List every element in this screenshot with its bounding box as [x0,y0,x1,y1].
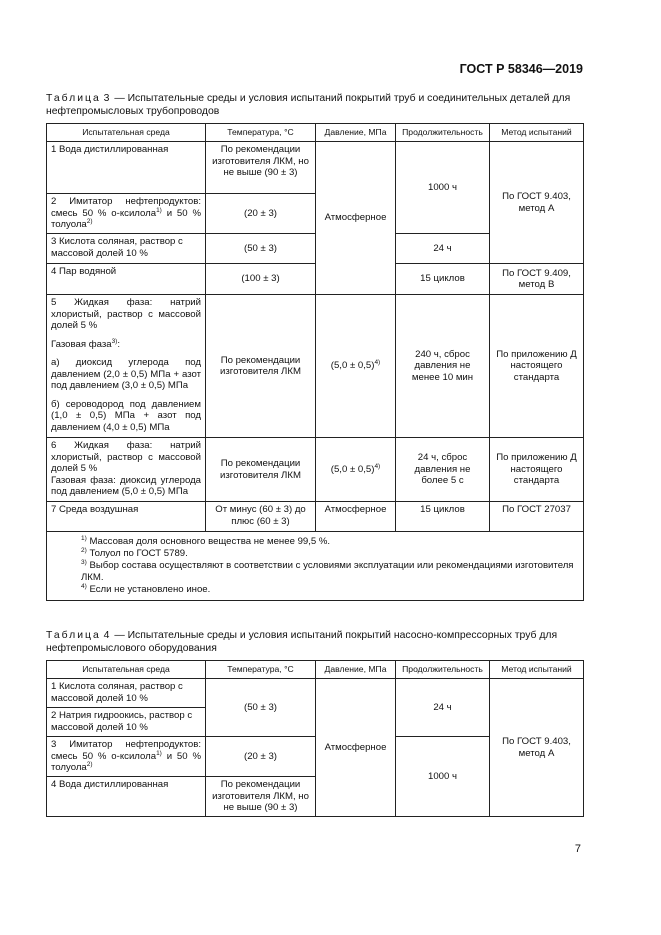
footnote-mark: 1) [81,534,87,542]
caption-title: — Испытательные среды и условия испытаний покрытий насосно-компрессорных труб для нефтепромыслового оборудования [46,630,558,654]
env-paragraph: Газовая фаза: диоксид углерода под давлением (5,0 ± 0,5) МПа [51,474,201,497]
cell-environment [47,438,206,502]
cell-temperature: (20 ± 3) [206,194,316,234]
env-paragraph: а) диоксид углерода под давлением (2,0 ± 0,5) МПа + азот под давлением (3,0 ± 0,5) МПа [51,357,201,391]
cell-duration: 1000 ч [396,142,490,234]
document-id: ГОСТ Р 58346—2019 [459,62,583,76]
column-header: Температура, °С [206,661,316,679]
footnote [81,584,575,596]
env-paragraph: б) сероводород под давлением (1,0 ± 0,5) МПа + азот под давлением (4,0 ± 0,5) МПа [51,398,201,433]
cell-temperature: По рекомендации изготовителя ЛКМ, но не выше (90 ± 3) [206,142,316,194]
caption-label: Таблица [46,630,101,641]
cell-duration: 15 циклов [396,264,490,295]
caption-number: 3 [103,93,112,104]
cell-environment [47,737,206,777]
column-header: Испытательная среда [47,661,206,679]
cell-environment: 1 Вода дистиллированная [47,142,206,194]
column-header: Продолжительность [396,124,490,142]
env-paragraph [51,339,201,351]
footnote-text: Толуол по ГОСТ 5789. [89,548,188,559]
cell-method: По приложению Д настоящего стандарта [490,295,584,438]
env-text: : [117,338,121,350]
pressure-value: (5,0 ± 0,5) [330,463,375,475]
table-header-row [47,124,584,142]
footnote-mark: 3) [111,337,118,345]
footnote [81,536,575,548]
footnote-text: Если не установлено иное. [89,584,211,595]
table-row [47,295,584,438]
footnote [81,548,575,560]
table-3-caption [46,92,580,118]
table-3 [46,123,584,601]
caption-label: Таблица [46,93,101,104]
table-4 [46,660,584,817]
cell-temperature: По рекомендации изготовителя ЛКМ, но не выше (90 ± 3) [206,777,316,817]
cell-temperature: По рекомендации изготовителя ЛКМ [206,295,316,438]
table-row [47,679,584,708]
cell-duration: 24 ч [396,679,490,737]
footnote-text: Выбор состава осуществляют в соответствии с условиями эксплуатации или рекомендациями изготовителя ЛКМ. [81,560,574,583]
column-header: Метод испытаний [490,124,584,142]
cell-environment: 4 Пар водяной [47,264,206,295]
caption-number: 4 [103,630,112,641]
cell-temperature: (100 ± 3) [206,264,316,295]
cell-temperature: (50 ± 3) [206,234,316,264]
cell-environment: 1 Кислота соляная, раствор с массовой долей 10 % [47,679,206,708]
footnote-mark: 1) [156,206,162,214]
column-header: Метод испытаний [490,661,584,679]
cell-method: По ГОСТ 9.403, метод А [490,679,584,817]
footnote [81,560,575,584]
cell-duration: 240 ч, сброс давления не менее 10 мин [396,295,490,438]
cell-duration: 24 ч [396,234,490,264]
env-text: и 50 % толуола [51,207,201,230]
table-row [47,502,584,532]
cell-duration: 1000 ч [396,737,490,817]
cell-environment: 7 Среда воздушная [47,502,206,532]
footnote-mark: 4) [374,462,381,470]
cell-environment: 4 Вода дистиллированная [47,777,206,817]
cell-pressure: Атмосферное [316,142,396,295]
cell-temperature: (20 ± 3) [206,737,316,777]
footnote-mark: 4) [374,359,381,367]
env-text: 3 Имитатор нефтепродуктов: смесь 50 % о-ксилола [51,739,201,762]
table-row [47,264,584,295]
table-row [47,438,584,502]
table-notes [47,532,584,601]
footnote-mark: 3) [81,558,87,566]
caption-title: — Испытательные среды и условия испытаний покрытий труб и соединительных деталей для нефтепромысловых трубопроводов [46,93,571,117]
column-header: Продолжительность [396,661,490,679]
cell-method: По приложению Д настоящего стандарта [490,438,584,502]
footnote-mark: 4) [81,582,87,590]
cell-environment: 3 Кислота соляная, раствор с массовой долей 10 % [47,234,206,264]
table-notes-row [47,532,584,601]
env-text: 2 Имитатор нефтепродуктов: смесь 50 % о-ксилола [51,196,201,219]
footnote-mark: 2) [86,217,93,225]
footnote-mark: 2) [86,760,93,768]
cell-environment [47,295,206,438]
cell-pressure [316,438,396,502]
footnote-mark: 2) [81,546,87,554]
env-text: Газовая фаза [51,338,112,350]
cell-temperature: По рекомендации изготовителя ЛКМ [206,438,316,502]
footnote-text: Массовая доля основного вещества не менее 99,5 %. [89,536,331,547]
cell-pressure: Атмосферное [316,502,396,532]
cell-environment: 2 Натрия гидроокись, раствор с массовой долей 10 % [47,708,206,737]
column-header: Давление, МПа [316,124,396,142]
table-row [47,142,584,194]
env-paragraph: 6 Жидкая фаза: натрий хлористый, раствор с массовой долей 5 % [51,440,201,474]
cell-environment [47,194,206,234]
column-header: Давление, МПа [316,661,396,679]
pressure-value: (5,0 ± 0,5) [330,360,375,372]
cell-duration: 24 ч, сброс давления не более 5 с [396,438,490,502]
table-header-row [47,661,584,679]
cell-duration: 15 циклов [396,502,490,532]
cell-method: По ГОСТ 9.409, метод В [490,264,584,295]
column-header: Температура, °С [206,124,316,142]
cell-pressure [316,295,396,438]
cell-method: По ГОСТ 27037 [490,502,584,532]
table-4-caption [46,629,580,655]
footnote-mark: 1) [156,749,162,757]
cell-pressure: Атмосферное [316,679,396,817]
cell-temperature: От минус (60 ± 3) до плюс (60 ± 3) [206,502,316,532]
page-number: 7 [574,843,581,855]
cell-method: По ГОСТ 9.403, метод А [490,142,584,264]
env-paragraph: 5 Жидкая фаза: натрий хлористый, раствор с массовой долей 5 % [51,297,201,331]
column-header: Испытательная среда [47,124,206,142]
cell-temperature: (50 ± 3) [206,679,316,737]
env-text: и 50 % толуола [51,750,201,773]
